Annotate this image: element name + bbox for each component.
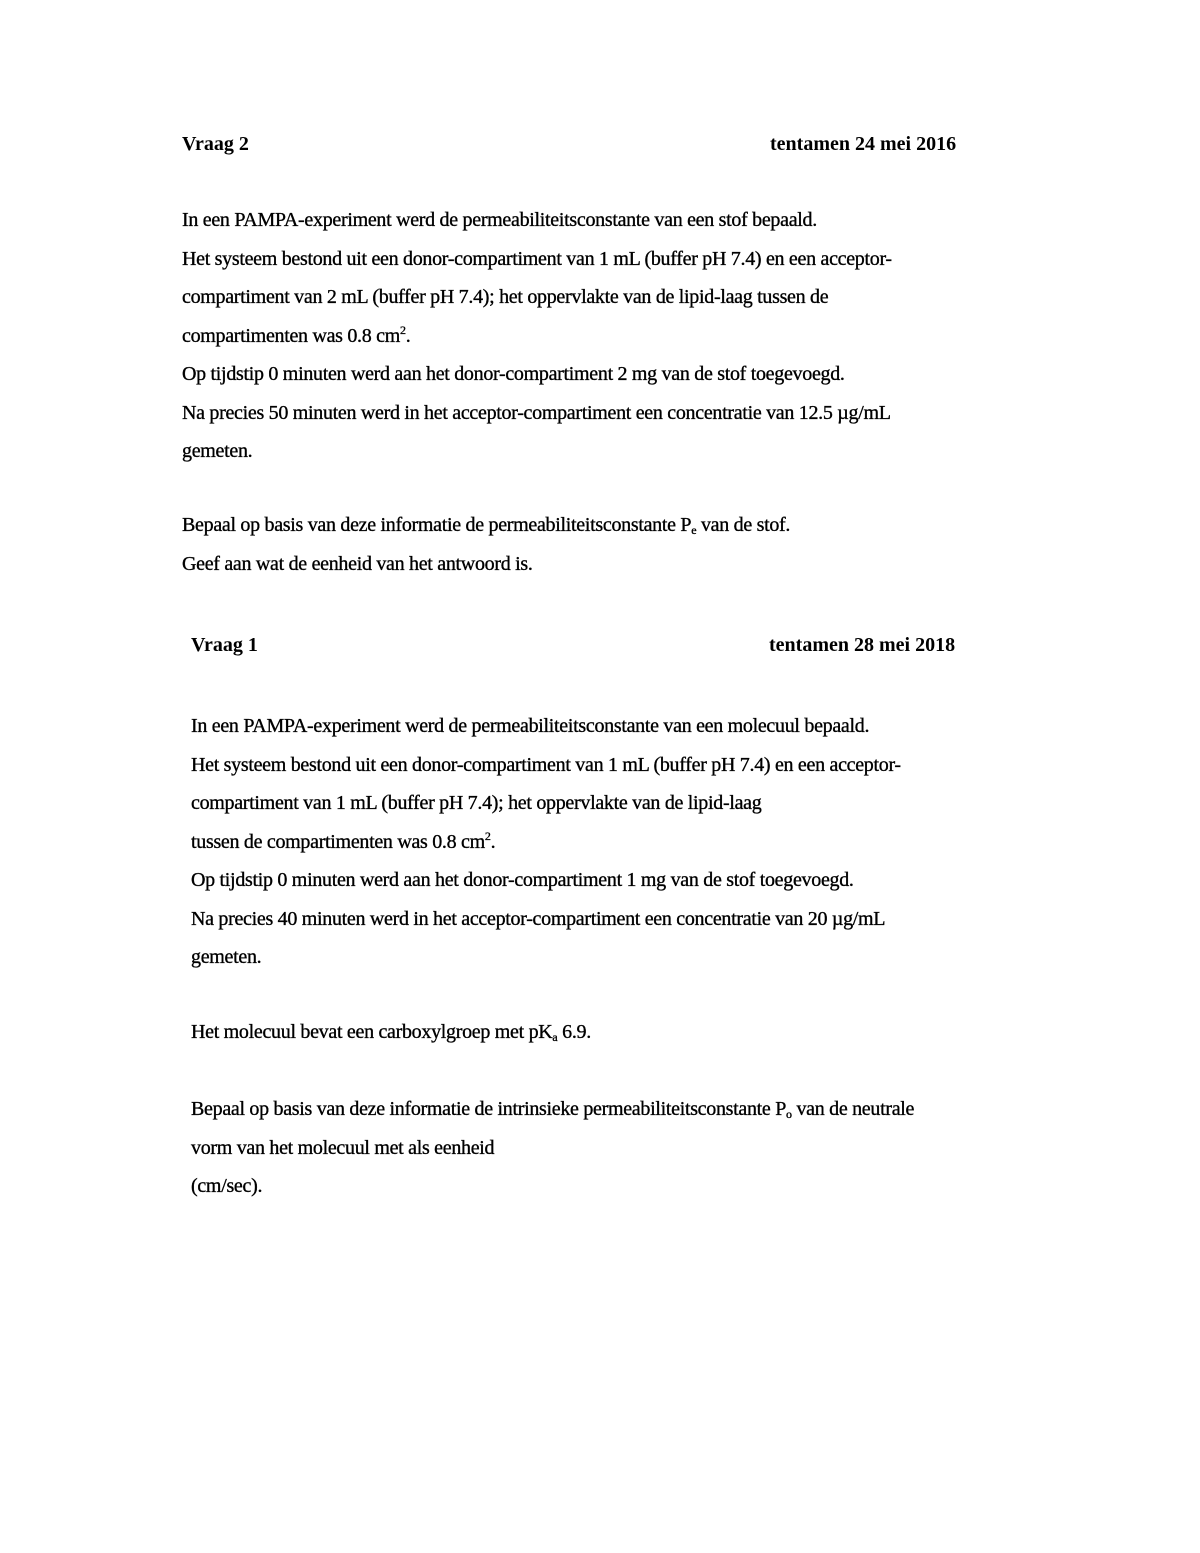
body-line: gemeten. xyxy=(191,946,262,968)
question-body xyxy=(182,201,892,471)
pka-value: 6.9. xyxy=(557,1021,591,1043)
body-line: In een PAMPA-experiment werd de permeabiliteitsconstante van een stof bepaald. xyxy=(182,209,817,231)
question-header xyxy=(191,629,1051,661)
body-line: Op tijdstip 0 minuten werd aan het donor-compartiment 1 mg van de stof toegevoegd. xyxy=(191,869,854,891)
question-task xyxy=(191,1090,914,1206)
body-line: compartiment van 1 mL (buffer pH 7.4); het oppervlakte van de lipid-laag xyxy=(191,792,762,814)
pka-statement xyxy=(191,1013,591,1052)
question-vraag-2 xyxy=(182,128,1042,575)
body-line: Het systeem bestond uit een donor-compartiment van 1 mL (buffer pH 7.4) en een acceptor- xyxy=(182,247,892,270)
task-line xyxy=(182,506,790,545)
line-end: . xyxy=(490,830,496,853)
task-line: (cm/sec). xyxy=(191,1175,263,1197)
body-line-area xyxy=(191,823,901,862)
pka-line xyxy=(191,1013,591,1052)
exam-date: tentamen 24 mei 2016 xyxy=(770,133,957,155)
task-text: Bepaal op basis van deze informatie de intrinsieke permeabiliteitsconstante P xyxy=(191,1098,787,1120)
exam-date: tentamen 28 mei 2018 xyxy=(769,634,956,656)
area-text: tussen de compartimenten was 0.8 cm xyxy=(191,830,485,853)
question-body xyxy=(191,707,901,977)
body-line: compartiment van 2 mL (buffer pH 7.4); het oppervlakte van de lipid-laag tussen de xyxy=(182,286,829,308)
body-line: Na precies 50 minuten werd in het acceptor-compartiment een concentratie van 12.5 µg/mL xyxy=(182,401,891,424)
body-line: gemeten. xyxy=(182,440,253,462)
line-end: . xyxy=(405,324,411,347)
superscript: 2 xyxy=(484,828,491,843)
question-header xyxy=(182,128,1042,160)
question-task xyxy=(182,506,790,583)
body-line: Het systeem bestond uit een donor-compartiment van 1 mL (buffer pH 7.4) en een acceptor- xyxy=(191,753,901,776)
task-line xyxy=(191,1090,914,1129)
superscript: 2 xyxy=(400,322,406,337)
body-line: Op tijdstip 0 minuten werd aan het donor-compartiment 2 mg van de stof toegevoegd. xyxy=(182,363,845,385)
subscript: e xyxy=(691,523,697,537)
task-line: vorm van het molecuul met als eenheid xyxy=(191,1136,495,1159)
task-text-end: van de neutrale xyxy=(791,1098,915,1120)
question-label: Vraag 1 xyxy=(191,634,258,656)
body-line-area xyxy=(182,317,892,356)
task-text: Bepaal op basis van deze informatie de permeabiliteitsconstante P xyxy=(182,514,692,536)
area-text: compartimenten was 0.8 cm xyxy=(182,324,400,347)
subscript: a xyxy=(552,1030,558,1044)
task-line: Geef aan wat de eenheid van het antwoord is. xyxy=(182,552,533,575)
body-line: In een PAMPA-experiment werd de permeabiliteitsconstante van een molecuul bepaald. xyxy=(191,715,870,737)
task-text-end: van de stof. xyxy=(696,514,791,536)
question-vraag-1 xyxy=(191,629,1051,1197)
pka-text: Het molecuul bevat een carboxylgroep met pK xyxy=(191,1021,553,1043)
body-line: Na precies 40 minuten werd in het acceptor-compartiment een concentratie van 20 µg/mL xyxy=(191,907,886,930)
subscript: o xyxy=(786,1107,792,1121)
question-label: Vraag 2 xyxy=(182,133,249,155)
